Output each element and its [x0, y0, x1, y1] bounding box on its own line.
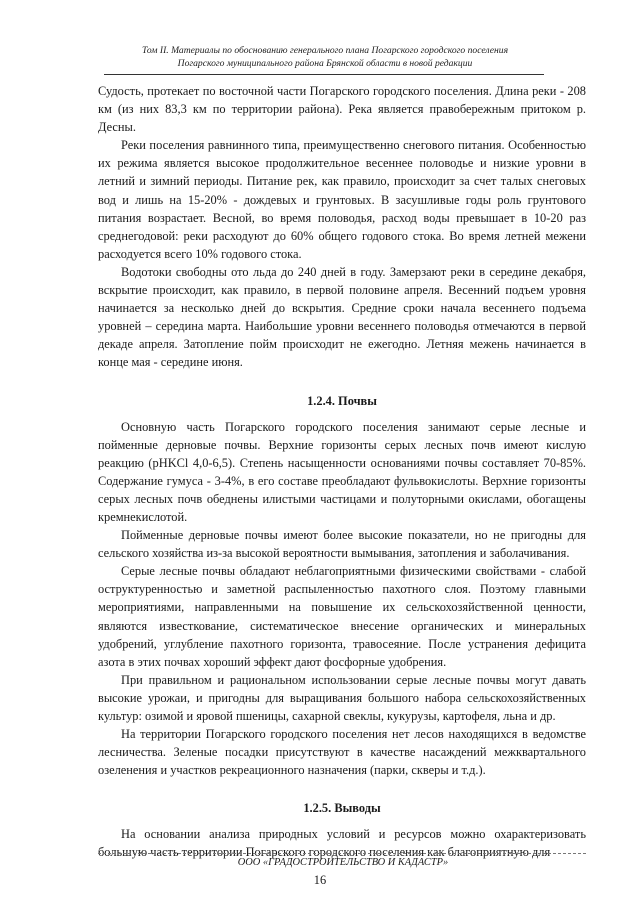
- section-heading-conclusions: 1.2.5. Выводы: [303, 801, 381, 816]
- paragraph-5: Пойменные дерновые почвы имеют более высокие показатели, но не пригодны для сельского хозяйства из-за высокой вероятности вымывания, затопления и заболачивания.: [98, 528, 586, 561]
- paragraph-7: При правильном и рациональном использовании серые лесные почвы могут давать высокие урожаи, и пригодны для выращивания большого набора сельскохозяйственных культур: озимой и яровой пшеницы, сахарной свеклы, кукурузы, картофеля, льна и др.: [98, 672, 586, 723]
- spacer: [98, 372, 586, 392]
- paragraph-2: Реки поселения равнинного типа, преимущественно снегового питания. Особенностью их режима является высокое продолжительное весеннее половодье и низкие уровни в летний и зимний периоды. Питание рек, как правило, происходит за счет талых снеговых вод и лишь на 15-20% - дождевых и грунтовых. В засушливые годы роль грунтового питания возрастает. Весной, во время половодья, расход воды превышает в 10-20 раз среднегодовой: реки расходуют до 60% общего годового стока. Во время летней межени расходуется всего 10% годового стока.: [98, 138, 586, 261]
- paragraph-1: Судость, протекает по восточной части Погарского городского поселения. Длина реки - 208 км (из них 83,3 км по территории района). Река является правобережным притоком р. Десны.: [98, 84, 586, 135]
- section-heading-soils: 1.2.4. Почвы: [307, 393, 377, 408]
- paragraph-4: Основную часть Погарского городского поселения занимают серые лесные и пойменные дерновые почвы. Верхние горизонты серых лесных почв имеют кислую реакцию (pHKCl 4,0-6,5). Степень насыщенности основаниями почвы составляет 70-85%. Содержание гумуса - 3-4%, в его составе преобладают фульвокислоты. Верхние горизонты серых лесных почв обеднены илистыми частицами и полуторными окислами, обогащены кремнекислотой.: [98, 419, 586, 524]
- page-number: 16: [313, 873, 327, 887]
- body-text: [98, 82, 586, 862]
- spacer: [98, 779, 586, 799]
- header-rule: [104, 74, 544, 75]
- paragraph-3: Водотоки свободны ото льда до 240 дней в году. Замерзают реки в середине декабря, вскрытие происходит, как правило, в первой половине апреля. Весенний подъем уровня начинается за несколько дней до вскрытия. Средние сроки начала весеннего подъема уровней – середина марта. Наибольшие уровни весеннего половодья отмечаются в первой декаде апреля. Затопление пойм происходит не ежегодно. Летняя межень начинается в конце мая - середине июня.: [98, 264, 586, 370]
- spacer: [98, 410, 586, 418]
- header-line-2: Погарского муниципального района Брянской области в новой редакции: [177, 58, 473, 69]
- footer-company: ООО «ГРАДОСТРОИТЕЛЬСТВО И КАДАСТР»: [237, 857, 449, 868]
- footer-rule: [98, 853, 586, 854]
- running-header: [60, 44, 590, 70]
- paragraph-6: Серые лесные почвы обладают неблагоприятными физическими свойствами - слабой оструктуренностью и заметной распыленностью пахотного слоя. Поэтому главными мероприятиями, направленными на повышение их сельскохозяйственной ценности, являются известкование, систематическое внесение органических и минеральных удобрений, углубление пахотного горизонта, травосеяние. После устранения дефицита азота в этих почвах хороший эффект дают фосфорные удобрения.: [98, 564, 586, 669]
- header-line-1: Том II. Материалы по обоснованию генерального плана Погарского городского поселения: [141, 45, 509, 56]
- paragraph-8: На территории Погарского городского поселения нет лесов находящихся в ведомстве лесничества. Зеленые посадки присутствуют в качестве насаждений межквартального озеленения и участков рекреационного назначения (парки, скверы и т.д.).: [98, 727, 586, 778]
- paragraph-9: На основании анализа природных условий и ресурсов можно охарактеризовать большую часть территории Погарского городского поселения как благоприятную для: [98, 827, 586, 860]
- spacer: [98, 817, 586, 825]
